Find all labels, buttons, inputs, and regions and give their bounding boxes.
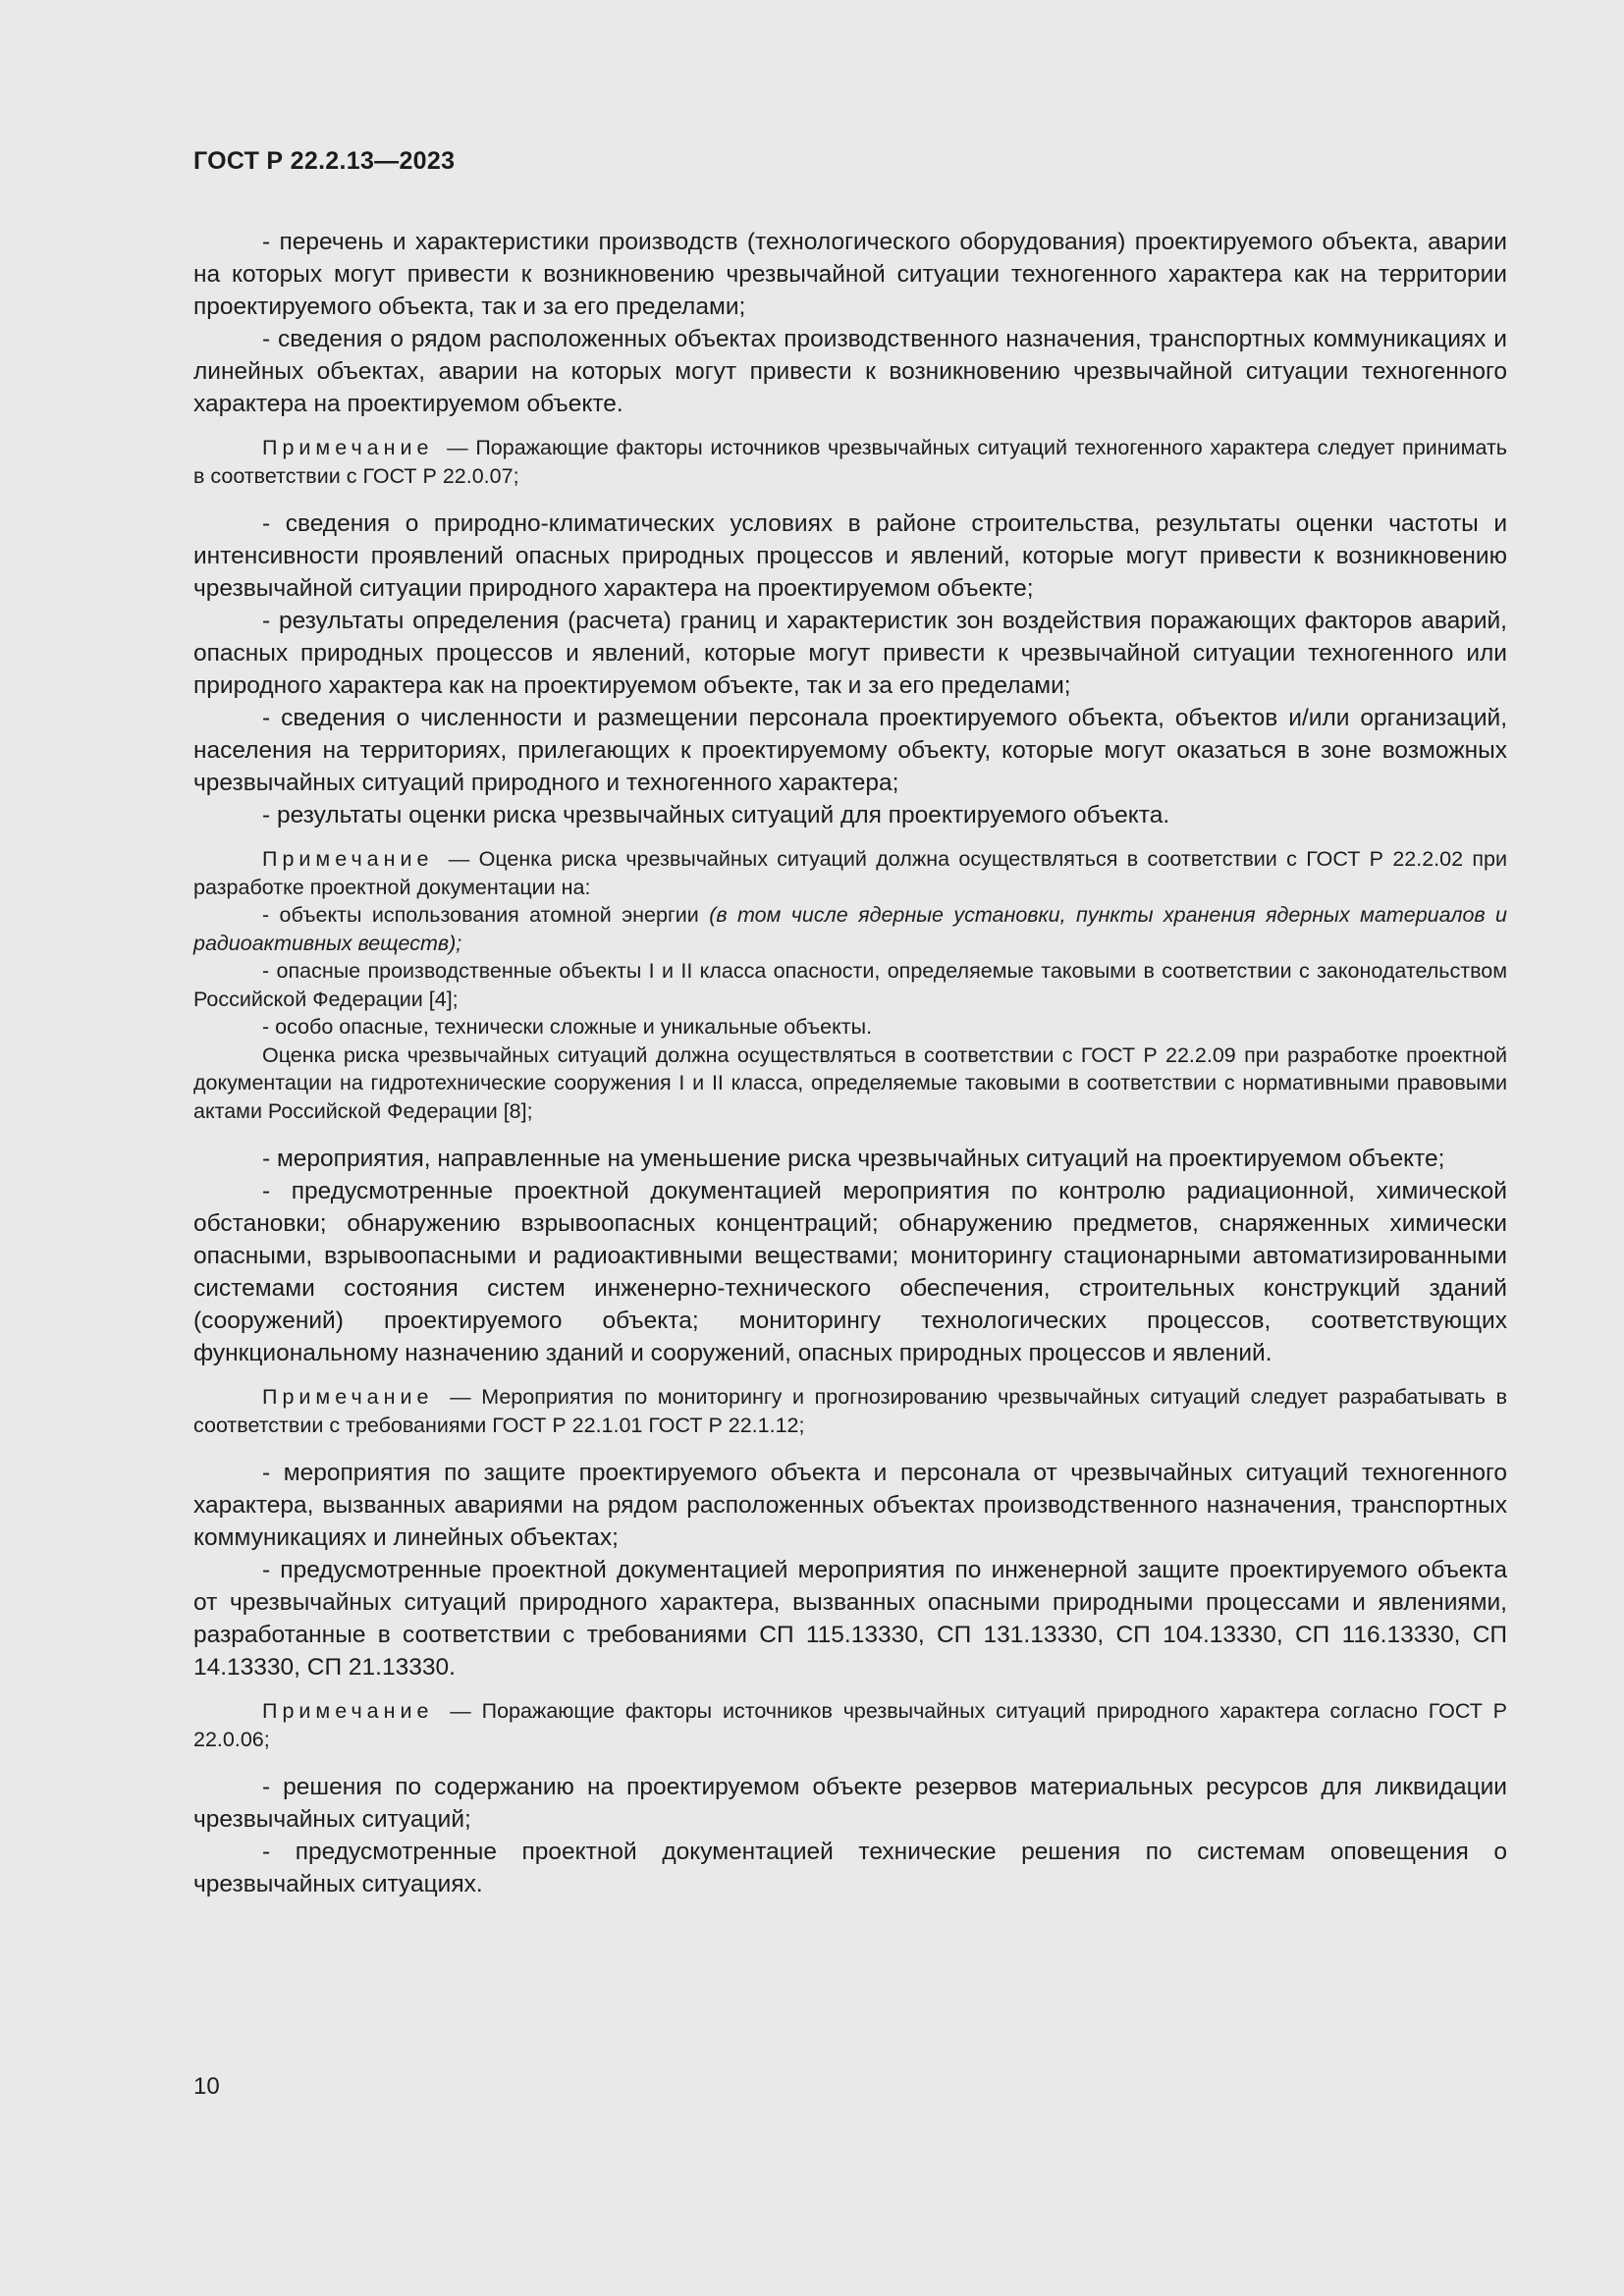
list-item: - предусмотренные проектной документацией мероприятия по инженерной защите проектируемого объекта от чрезвычайных ситуаций природного характера, вызванных опасными природными процессами и явлениями, разработанные в соответствии с требованиями СП 115.13330, СП 131.13330, СП 104.13330, СП 116.13330, СП 14.13330, СП 21.13330. bbox=[193, 1557, 1507, 1681]
note-dash: — bbox=[447, 436, 468, 459]
note-text: Оценка риска чрезвычайных ситуаций должна осуществляться в соответствии с ГОСТ Р 22.2.02 при разработке проектной документации на: bbox=[193, 847, 1508, 899]
list-item: - сведения о природно-климатических условиях в районе строительства, результаты оценки частоты и интенсивности проявлений опасных природных процессов и явлений, которые могут привести к возникновению чрезвычайной ситуации природного характера на проектируемом объекте; bbox=[193, 510, 1507, 602]
note-text: Мероприятия по мониторингу и прогнозированию чрезвычайных ситуаций следует разрабатывать в соответствии с требованиями ГОСТ Р 22.1.01 ГОСТ Р 22.1.12; bbox=[193, 1385, 1508, 1437]
note-dash: — bbox=[450, 1699, 471, 1723]
list-item: - сведения о рядом расположенных объектах производственного назначения, транспортных коммуникациях и линейных объектах, аварии на которых могут привести к возникновению чрезвычайной ситуации техногенного характера на проектируемом объекте. bbox=[193, 326, 1507, 417]
list-item: - результаты определения (расчета) границ и характеристик зон воздействия поражающих факторов аварий, опасных природных процессов и явлений, которые могут привести к чрезвычайной ситуации техногенного или природного характера как на проектируемом объекте, так и за его пределами; bbox=[193, 608, 1507, 699]
page-number: 10 bbox=[193, 2073, 220, 2100]
note-text: Поражающие факторы источников чрезвычайных ситуаций природного характера согласно ГОСТ Р 22.0.06; bbox=[193, 1699, 1508, 1751]
document-body bbox=[193, 226, 1507, 1900]
document-header: ГОСТ Р 22.2.13—2023 bbox=[193, 147, 456, 175]
list-item: - результаты оценки риска чрезвычайных ситуаций для проектируемого объекта. bbox=[262, 802, 1170, 828]
note-list-item: - особо опасные, технически сложные и уникальные объекты. bbox=[262, 1015, 873, 1039]
note-paragraph: Оценка риска чрезвычайных ситуаций должна осуществляться в соответствии с ГОСТ Р 22.2.09 при разработке проектной документации на гидротехнические сооружения I и II класса, определяемые таковыми в соответствии с нормативными правовыми актами Российской Федерации [8]; bbox=[193, 1042, 1507, 1123]
list-item: - предусмотренные проектной документацией технические решения по системам оповещения о чрезвычайных ситуациях. bbox=[193, 1839, 1507, 1897]
note-label: Примечание bbox=[262, 847, 434, 871]
note bbox=[193, 845, 1507, 901]
list-item: - предусмотренные проектной документацией мероприятия по контролю радиационной, химической обстановки; обнаружению взрывоопасных концентраций; обнаружению предметов, снаряженных химически опасными, взрывоопасными и радиоактивными веществами; мониторингу стационарными автоматизированными системами состояния систем инженерно-технического обеспечения, строительных конструкций зданий (сооружений) проектируемого объекта; мониторингу технологических процессов, соответствующих функциональному назначению зданий и сооружений, опасных природных процессов и явлений. bbox=[193, 1178, 1507, 1366]
note-list-item bbox=[193, 901, 1507, 957]
note-label: Примечание bbox=[262, 436, 434, 459]
note-label: Примечание bbox=[262, 1385, 434, 1409]
note-dash: — bbox=[448, 847, 470, 871]
note-text: Поражающие факторы источников чрезвычайных ситуаций техногенного характера следует принимать в соответствии с ГОСТ Р 22.0.07; bbox=[193, 436, 1507, 488]
list-item: - перечень и характеристики производств (технологического оборудования) проектируемого объекта, аварии на которых могут привести к возникновению чрезвычайной ситуации техногенного характера как на территории проектируемого объекта, так и за его пределами; bbox=[193, 229, 1507, 320]
note-text: - объекты использования атомной энергии bbox=[262, 903, 710, 927]
note bbox=[193, 1697, 1507, 1753]
list-item: - сведения о численности и размещении персонала проектируемого объекта, объектов и/или организаций, населения на территориях, прилегающих к проектируемому объекту, которые могут оказаться в зоне возможных чрезвычайных ситуаций природного и техногенного характера; bbox=[193, 705, 1507, 796]
note-list-item: - опасные производственные объекты I и II класса опасности, определяемые таковыми в соответствии с законодательством Российской Федерации [4]; bbox=[193, 959, 1507, 1011]
note-label: Примечание bbox=[262, 1699, 434, 1723]
note-text-italic: (в том числе ядерные установки, пункты хранения ядерных материалов и радиоактивных веществ); bbox=[193, 903, 1507, 955]
note bbox=[193, 434, 1507, 490]
list-item: - мероприятия по защите проектируемого объекта и персонала от чрезвычайных ситуаций техногенного характера, вызванных авариями на рядом расположенных объектах производственного назначения, транспортных коммуникациях и линейных объектах; bbox=[193, 1460, 1507, 1551]
note bbox=[193, 1383, 1507, 1439]
list-item: - мероприятия, направленные на уменьшение риска чрезвычайных ситуаций на проектируемом объекте; bbox=[262, 1146, 1445, 1172]
note-dash: — bbox=[450, 1385, 471, 1409]
list-item: - решения по содержанию на проектируемом объекте резервов материальных ресурсов для ликвидации чрезвычайных ситуаций; bbox=[193, 1774, 1507, 1833]
